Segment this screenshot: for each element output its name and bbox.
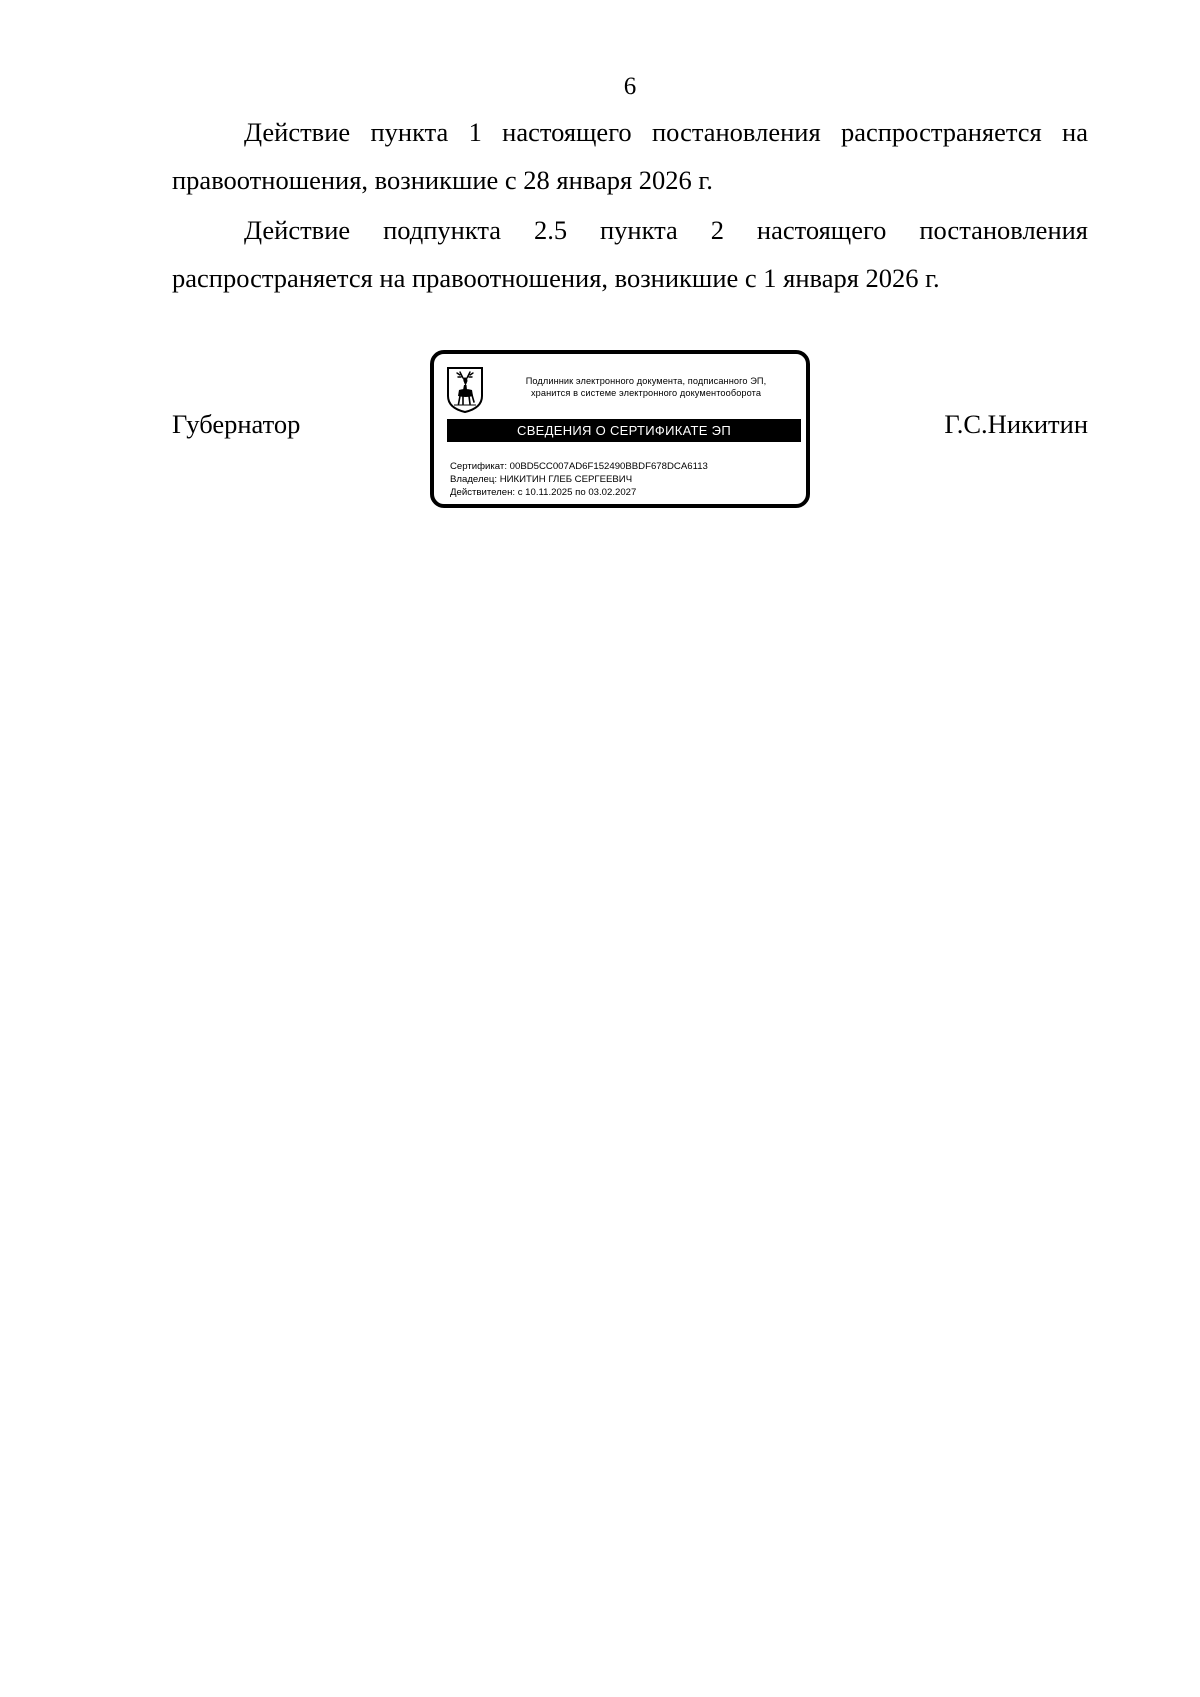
stamp-note-line-2: хранится в системе электронного документооборота [530,388,762,398]
electronic-signature-stamp [430,350,810,508]
stamp-certificate-owner: Владелец: НИКИТИН ГЛЕБ СЕРГЕЕВИЧ [450,474,633,485]
stamp-certificate-header: СВЕДЕНИЯ О СЕРТИФИКАТЕ ЭП [447,419,801,442]
stamp-certificate-number: Сертификат: 00BD5CC007AD6F152490BBDF678DCA6113 [450,461,708,472]
page-number: 6 [623,73,637,100]
coat-of-arms-deer-icon [446,366,484,414]
stamp-note [490,375,802,399]
body-paragraph-1: Действие пункта 1 настоящего постановления распространяется на правоотношения, возникшие с 28 января 2026 г. [172,117,1088,195]
stamp-certificate-validity: Действителен: с 10.11.2025 по 03.02.2027 [450,487,637,498]
signatory-title: Губернатор [172,409,301,439]
signatory-name: Г.С.Никитин [944,409,1088,439]
stamp-note-line-1: Подлинник электронного документа, подписанного ЭП, [525,376,767,386]
stamp-certificate-details [450,460,708,499]
body-paragraph-2: Действие подпункта 2.5 пункта 2 настоящего постановления распространяется на правоотношения, возникшие с 1 января 2026 г. [172,215,1088,293]
